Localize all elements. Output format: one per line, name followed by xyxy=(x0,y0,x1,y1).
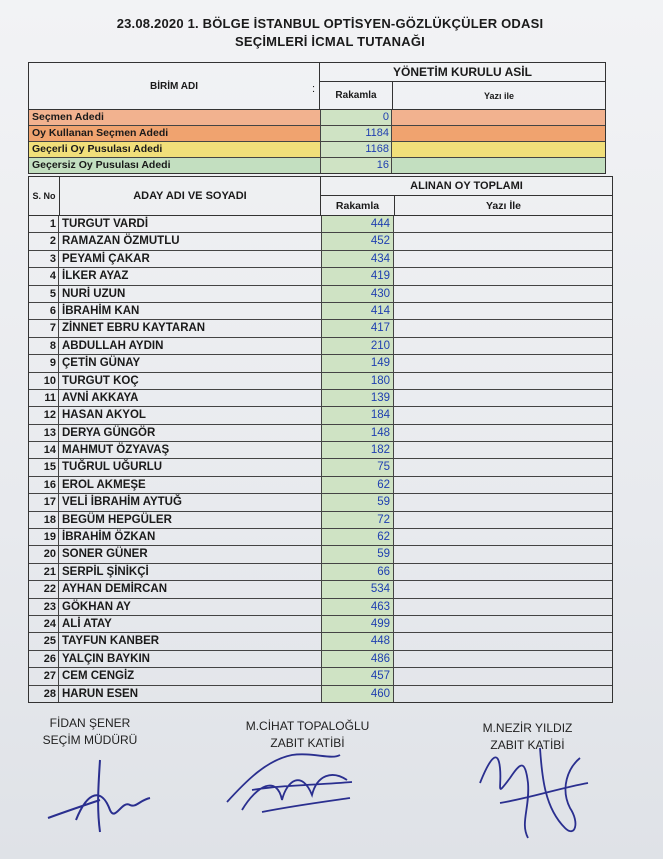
candidate-name: EROL AKMEŞE xyxy=(62,478,146,491)
candidate-votes: 499 xyxy=(321,616,394,632)
summary-row xyxy=(29,126,605,142)
candidate-votes: 59 xyxy=(321,546,394,562)
rakamla-header: Rakamla xyxy=(321,196,395,215)
candidate-name: HASAN AKYOL xyxy=(62,409,146,422)
candidate-number: 18 xyxy=(29,512,59,528)
candidate-number: 20 xyxy=(29,546,59,562)
candidate-number: 11 xyxy=(29,390,59,406)
candidate-name: GÖKHAN AY xyxy=(62,600,131,613)
signature-scribble-2 xyxy=(222,740,362,820)
candidate-votes: 148 xyxy=(321,425,394,441)
signer-role: SEÇİM MÜDÜRÜ xyxy=(42,733,138,747)
birim-adi-header: BİRİM ADI xyxy=(29,63,320,109)
candidate-votes: 534 xyxy=(321,581,394,597)
candidate-votes: 486 xyxy=(321,651,394,667)
candidate-row xyxy=(29,633,612,650)
candidate-number: 13 xyxy=(29,425,59,441)
candidate-number: 7 xyxy=(29,320,59,336)
candidate-votes: 457 xyxy=(321,668,394,684)
candidate-votes: 62 xyxy=(321,477,394,493)
candidate-votes: 444 xyxy=(321,216,394,232)
candidate-name: TURGUT VARDİ xyxy=(62,218,149,230)
candidate-number: 23 xyxy=(29,599,59,615)
candidate-row xyxy=(29,616,612,633)
candidate-number: 5 xyxy=(29,286,59,302)
candidate-name: İBRAHİM ÖZKAN xyxy=(62,531,156,544)
signature-block-1 xyxy=(30,715,150,749)
candidate-name: ZİNNET EBRU KAYTARAN xyxy=(62,322,206,335)
signature-scribble-3 xyxy=(470,728,595,853)
candidate-number: 9 xyxy=(29,355,59,371)
candidate-votes: 62 xyxy=(321,529,394,545)
candidate-name: VELİ İBRAHİM AYTUĞ xyxy=(62,496,182,509)
candidate-name: AVNİ AKKAYA xyxy=(62,391,139,404)
candidate-name: İLKER AYAZ xyxy=(62,270,129,283)
candidate-votes: 448 xyxy=(321,633,394,649)
candidate-rows xyxy=(29,216,612,702)
candidate-row xyxy=(29,477,612,494)
candidate-votes: 149 xyxy=(321,355,394,371)
colon-mark: : xyxy=(312,83,316,95)
summary-row xyxy=(29,158,605,173)
candidate-row xyxy=(29,338,612,355)
candidate-votes: 417 xyxy=(321,320,394,336)
candidate-number: 12 xyxy=(29,407,59,423)
summary-table xyxy=(28,62,606,174)
candidate-name: ALİ ATAY xyxy=(62,617,112,630)
candidate-votes: 75 xyxy=(321,459,394,475)
candidate-row xyxy=(29,651,612,668)
candidate-name: ABDULLAH AYDIN xyxy=(62,339,164,352)
summary-label: Geçerli Oy Pusulası Adedi xyxy=(32,143,163,155)
summary-row xyxy=(29,110,605,126)
candidate-number: 3 xyxy=(29,251,59,267)
candidate-row xyxy=(29,407,612,424)
candidate-name: ÇETİN GÜNAY xyxy=(62,357,141,370)
candidate-number: 19 xyxy=(29,529,59,545)
candidate-name: HARUN ESEN xyxy=(62,687,139,700)
candidate-row xyxy=(29,686,612,702)
yonetim-kurulu-header: YÖNETİM KURULU ASİL xyxy=(320,63,605,82)
candidate-votes: 59 xyxy=(321,494,394,510)
summary-yazi-header: Yazı ile xyxy=(483,90,515,101)
candidate-row xyxy=(29,251,612,268)
candidate-table xyxy=(28,176,613,703)
candidate-name: PEYAMİ ÇAKAR xyxy=(62,252,150,265)
summary-value: 1168 xyxy=(320,142,392,157)
signer-role: ZABIT KATİBİ xyxy=(270,736,345,750)
candidate-votes: 430 xyxy=(321,286,394,302)
candidate-number: 28 xyxy=(29,686,59,702)
summary-rows xyxy=(29,110,605,173)
candidate-number: 24 xyxy=(29,616,59,632)
candidate-votes: 72 xyxy=(321,512,394,528)
candidate-votes: 419 xyxy=(321,268,394,284)
candidate-votes: 434 xyxy=(321,251,394,267)
sno-header: S. No xyxy=(29,177,60,215)
summary-label: Oy Kullanan Seçmen Adedi xyxy=(32,127,169,139)
document-title: 23.08.2020 1. BÖLGE İSTANBUL OPTİSYEN-GÖZLÜKÇÜLER ODASI xyxy=(116,16,544,31)
candidate-row xyxy=(29,599,612,616)
candidate-number: 14 xyxy=(29,442,59,458)
candidate-row xyxy=(29,564,612,581)
candidate-votes: 210 xyxy=(321,338,394,354)
candidate-votes: 463 xyxy=(321,599,394,615)
candidate-number: 15 xyxy=(29,459,59,475)
candidate-number: 8 xyxy=(29,338,59,354)
signature-scribble-1 xyxy=(40,750,160,840)
candidate-row xyxy=(29,286,612,303)
summary-value: 16 xyxy=(320,158,392,173)
summary-label: Geçersiz Oy Pusulası Adedi xyxy=(32,159,171,171)
candidate-row xyxy=(29,233,612,250)
candidate-number: 22 xyxy=(29,581,59,597)
candidate-name: DERYA GÜNGÖR xyxy=(62,426,156,439)
candidate-name: RAMAZAN ÖZMUTLU xyxy=(62,235,180,248)
candidate-name: TUĞRUL UĞURLU xyxy=(62,461,163,474)
candidate-header xyxy=(29,177,612,216)
candidate-row xyxy=(29,216,612,233)
signer-name: FİDAN ŞENER xyxy=(49,716,131,730)
candidate-row xyxy=(29,268,612,285)
candidate-name: İBRAHİM KAN xyxy=(62,304,140,317)
candidate-row xyxy=(29,425,612,442)
candidate-votes: 139 xyxy=(321,390,394,406)
candidate-votes: 182 xyxy=(321,442,394,458)
candidate-row xyxy=(29,320,612,337)
signer-name: M.CİHAT TOPALOĞLU xyxy=(245,719,370,733)
candidate-number: 1 xyxy=(29,216,59,232)
candidate-name: AYHAN DEMİRCAN xyxy=(62,583,167,596)
candidate-row xyxy=(29,494,612,511)
summary-value: 0 xyxy=(320,110,392,125)
candidate-number: 2 xyxy=(29,233,59,249)
candidate-number: 25 xyxy=(29,633,59,649)
candidate-row xyxy=(29,303,612,320)
yazi-header: Yazı İle xyxy=(485,199,522,212)
summary-rakamla-header: Rakamla xyxy=(320,82,393,109)
name-header: ADAY ADI VE SOYADI xyxy=(60,177,321,215)
candidate-number: 21 xyxy=(29,564,59,580)
signer-name: M.NEZİR YILDIZ xyxy=(482,721,573,735)
candidate-number: 16 xyxy=(29,477,59,493)
candidate-number: 17 xyxy=(29,494,59,510)
candidate-row xyxy=(29,668,612,685)
candidate-number: 26 xyxy=(29,651,59,667)
candidate-row xyxy=(29,390,612,407)
candidate-votes: 180 xyxy=(321,373,394,389)
candidate-row xyxy=(29,529,612,546)
summary-header xyxy=(29,63,605,110)
candidate-votes: 460 xyxy=(321,686,394,702)
candidate-name: SONER GÜNER xyxy=(62,548,148,561)
candidate-name: MAHMUT ÖZYAVAŞ xyxy=(62,444,170,457)
candidate-row xyxy=(29,512,612,529)
candidate-name: NURİ UZUN xyxy=(62,287,126,300)
summary-row xyxy=(29,142,605,158)
candidate-row xyxy=(29,373,612,390)
candidate-name: YALÇIN BAYKIN xyxy=(62,652,150,665)
candidate-name: TURGUT KOÇ xyxy=(62,374,139,387)
candidate-votes: 452 xyxy=(321,233,394,249)
candidate-number: 27 xyxy=(29,668,59,684)
total-header: ALINAN OY TOPLAMI xyxy=(321,177,612,196)
candidate-name: TAYFUN KANBER xyxy=(62,635,160,648)
summary-value: 1184 xyxy=(320,126,392,141)
candidate-votes: 414 xyxy=(321,303,394,319)
candidate-votes: 66 xyxy=(321,564,394,580)
candidate-votes: 184 xyxy=(321,407,394,423)
candidate-number: 10 xyxy=(29,373,59,389)
candidate-name: BEGÜM HEPGÜLER xyxy=(62,513,172,526)
candidate-row xyxy=(29,546,612,563)
candidate-row xyxy=(29,459,612,476)
candidate-name: CEM CENGİZ xyxy=(62,670,135,683)
candidate-row xyxy=(29,581,612,598)
signer-role: ZABIT KATİBİ xyxy=(490,738,565,752)
candidate-name: SERPİL ŞİNİKÇİ xyxy=(62,565,149,578)
document-subtitle: SEÇİMLERİ İCMAL TUTANAĞI xyxy=(235,34,425,49)
candidate-row xyxy=(29,355,612,372)
candidate-number: 4 xyxy=(29,268,59,284)
candidate-row xyxy=(29,442,612,459)
summary-label: Seçmen Adedi xyxy=(32,111,104,123)
candidate-number: 6 xyxy=(29,303,59,319)
